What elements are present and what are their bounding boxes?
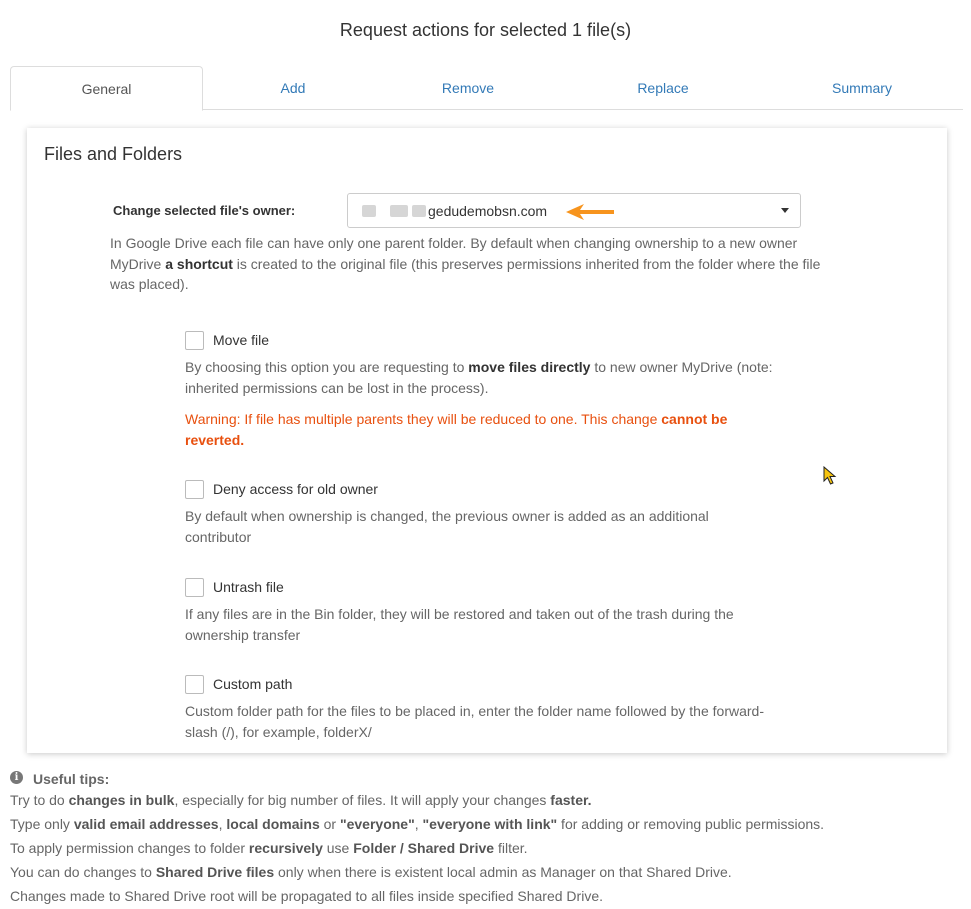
custom-path-label[interactable]: Custom path — [213, 676, 293, 692]
redacted-text — [362, 205, 376, 217]
info-icon: i — [10, 771, 23, 784]
move-file-label[interactable]: Move file — [213, 332, 270, 348]
tip-item: To apply permission changes to folder recursively use Folder / Shared Drive filter. — [10, 840, 528, 856]
panel-title: Files and Folders — [44, 144, 183, 164]
tab-replace[interactable]: Replace — [637, 80, 689, 96]
untrash-label[interactable]: Untrash file — [213, 579, 284, 595]
deny-access-label[interactable]: Deny access for old owner — [213, 481, 378, 497]
arrow-left-icon — [566, 202, 616, 222]
tab-summary[interactable]: Summary — [832, 80, 892, 96]
owner-help-text: In Google Drive each file can have only one parent folder. By default when changing ownership to a new owner MyDrive a shortcut is created to the original file (this preserves permissions inherited from the folder where the file was placed). — [110, 235, 821, 292]
owner-label: Change selected file's owner: — [113, 203, 296, 218]
tip-item: Try to do changes in bulk, especially for big number of files. It will apply your changes faster. — [10, 792, 592, 808]
owner-select[interactable] — [347, 193, 801, 228]
chevron-down-icon[interactable] — [781, 208, 789, 213]
tab-bar — [10, 66, 963, 110]
deny-access-checkbox[interactable] — [185, 480, 204, 499]
tip-item: You can do changes to Shared Drive files only when there is existent local admin as Manager on that Shared Drive. — [10, 864, 732, 880]
files-and-folders-panel — [27, 128, 947, 753]
mouse-cursor-icon — [823, 466, 837, 486]
tip-item: Changes made to Shared Drive root will be propagated to all files inside specified Shared Drive. — [10, 888, 603, 904]
tips-heading: i Useful tips: — [10, 770, 960, 790]
owner-value: gedudemobsn.com — [428, 203, 548, 219]
move-file-help: By choosing this option you are requesting to move files directly to new owner MyDrive (note: inherited permissions can be lost in the process). — [185, 359, 773, 396]
move-file-warning: Warning: If file has multiple parents they will be reduced to one. This change cannot be reverted. — [185, 411, 728, 448]
tab-remove[interactable]: Remove — [441, 80, 495, 96]
redacted-text — [390, 205, 408, 217]
tab-add[interactable]: Add — [280, 80, 306, 96]
untrash-checkbox[interactable] — [185, 578, 204, 597]
redacted-text — [412, 205, 426, 217]
deny-access-help: By default when ownership is changed, the previous owner is added as an additional contributor — [185, 508, 709, 545]
untrash-help: If any files are in the Bin folder, they will be restored and taken out of the trash during the ownership transfer — [185, 606, 734, 643]
tab-general[interactable]: General — [10, 66, 203, 111]
move-file-checkbox[interactable] — [185, 331, 204, 350]
page-title: Request actions for selected 1 file(s) — [339, 20, 632, 40]
custom-path-checkbox[interactable] — [185, 675, 204, 694]
custom-path-help: Custom folder path for the files to be placed in, enter the folder name followed by the forward-slash (/), for example, folderX/ — [185, 703, 764, 740]
tip-item: Type only valid email addresses, local domains or "everyone", "everyone with link" for adding or removing public permissions. — [10, 816, 825, 832]
useful-tips — [10, 770, 960, 909]
